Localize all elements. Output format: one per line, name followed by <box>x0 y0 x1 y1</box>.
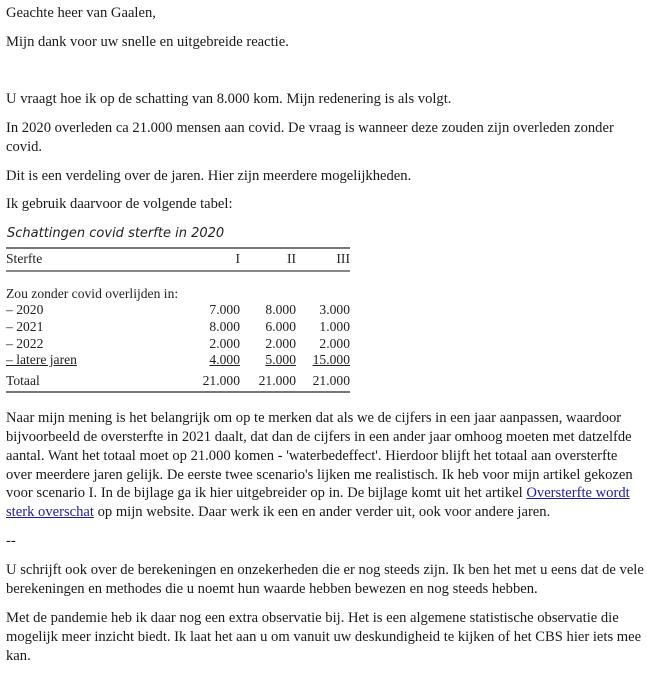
opinion-line <box>6 484 641 503</box>
table-grid <box>6 249 350 270</box>
paragraph-2020-line1: In 2020 overleden ca 21.000 mensen aan covid. De vraag is wanneer deze zouden zijn overleden zonder <box>6 119 614 136</box>
pandemic-line: mogelijk meer inzicht biedt. Ik laat het aan u om vanuit uw deskundigheid te kijken of het CBS hier iets mee <box>6 628 642 645</box>
row-value: 8.000 <box>209 319 240 335</box>
opinion-line: bijvoorbeeld de oversterfte in 2021 daalt, dat dan de cijfers in een ander jaar omhoog moeten met datzelfde <box>6 428 632 445</box>
table-header-row <box>6 249 350 270</box>
row-label: – 2021 <box>6 319 44 335</box>
row-label-cell <box>6 352 184 369</box>
opinion-text: op mijn website. Daar werk ik een en ander verder uit, ook voor andere jaren. <box>93 504 551 521</box>
calculations-line: berekeningen en methodes die u noemt hun waarde hebben bewezen en nog steeds hebben. <box>6 581 538 598</box>
calculations-paragraph <box>6 561 644 599</box>
row-label: – latere jaren <box>6 352 77 368</box>
article-link[interactable]: Oversterfte wordt <box>526 485 630 502</box>
row-value: 15.000 <box>312 352 350 368</box>
opinion-line: over meerdere jaren gelijk. De eerste twee scenario's lijken me realistisch. Ik heb voor mijn artikel gekozen <box>6 466 633 483</box>
row-value: 6.000 <box>265 319 296 335</box>
header-scenario-ii: II <box>286 251 296 267</box>
table-total-row <box>6 369 350 391</box>
question-sentence: U vraagt hoe ik op de schatting van 8.000 kom. Mijn redenering is als volgt. <box>6 90 452 107</box>
total-value: 21.000 <box>312 372 350 388</box>
salutation: Geachte heer van Gaalen, <box>6 5 156 21</box>
row-value: 2.000 <box>319 335 350 351</box>
distribution-sentence: Dit is een verdeling over de jaren. Hier zijn meerdere mogelijkheden. <box>6 167 412 184</box>
total-label: Totaal <box>6 372 40 388</box>
row-value-cell <box>184 352 240 369</box>
paragraph-2020 <box>6 119 641 157</box>
row-value-cell <box>240 352 296 369</box>
table-caption: Schattingen covid sterfte in 2020 <box>7 226 225 242</box>
article-link-continued[interactable]: sterk overschat <box>6 504 94 521</box>
total-value: 21.000 <box>258 372 296 388</box>
row-value: 2.000 <box>209 335 240 351</box>
row-label: – 2022 <box>6 335 44 351</box>
row-value-cell <box>296 352 350 369</box>
table-bottom-rule <box>6 391 350 393</box>
table-intro: Ik gebruik daarvoor de volgende tabel: <box>6 196 233 213</box>
calculations-line: U schrijft ook over de berekeningen en onzekerheden die er nog steeds zijn. Ik ben het met u eens dat de vele <box>6 562 644 579</box>
separator: -- <box>6 533 16 550</box>
table-spacer-row <box>6 272 350 286</box>
opinion-line: Naar mijn mening is het belangrijk om op te merken dat als we de cijfers in een jaar aanpassen, waardoor <box>6 409 622 426</box>
pandemic-paragraph <box>6 609 641 666</box>
table-body <box>6 272 350 391</box>
header-sterfte: Sterfte <box>6 251 43 267</box>
row-value: 3.000 <box>319 302 350 318</box>
pandemic-line: Met de pandemie heb ik daar nog een extra observatie bij. Het is een algemene statistische observatie die <box>6 609 619 626</box>
thanks-sentence: Mijn dank voor uw snelle en uitgebreide reactie. <box>6 33 289 50</box>
row-value: 5.000 <box>265 352 296 368</box>
section-label: Zou zonder covid overlijden in: <box>6 285 179 301</box>
table-row <box>6 319 350 336</box>
row-value: 2.000 <box>265 335 296 351</box>
opinion-line: aantal. Want het totaal moet op 21.000 komen - 'waterbedeffect'. Hierdoor blijft het totaal aan oversterfte <box>6 447 618 464</box>
opinion-line <box>6 503 641 522</box>
header-scenario-i: I <box>235 251 240 267</box>
table-section-row <box>6 286 350 303</box>
header-scenario-iii: III <box>336 251 350 267</box>
row-value: 1.000 <box>319 319 350 335</box>
opinion-paragraph <box>6 409 641 522</box>
paragraph-2020-line2: covid. <box>6 138 43 155</box>
table-row <box>6 302 350 319</box>
row-label: – 2020 <box>6 302 44 318</box>
row-value: 4.000 <box>209 352 240 368</box>
covid-mortality-table <box>6 224 350 392</box>
table-row <box>6 336 350 353</box>
table-row <box>6 352 350 369</box>
pandemic-line: kan. <box>6 647 31 664</box>
opinion-text: voor scenario I. In de bijlage ga ik hier uitgebreider op in. De bijlage komt uit het artikel <box>6 485 527 502</box>
row-value: 7.000 <box>209 302 240 318</box>
total-value: 21.000 <box>202 372 240 388</box>
row-value: 8.000 <box>265 302 296 318</box>
